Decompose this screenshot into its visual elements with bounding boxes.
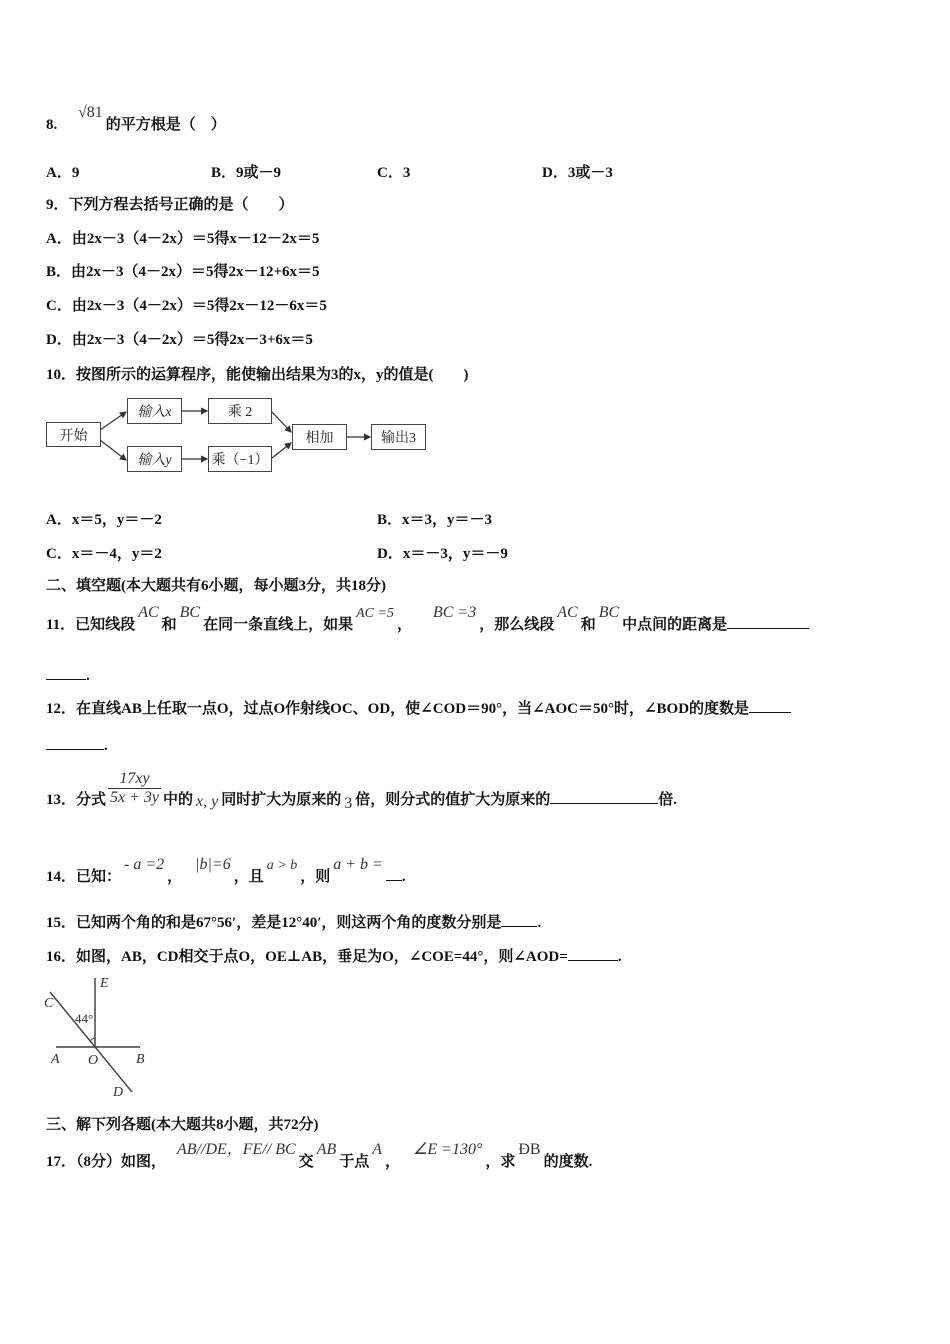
text: 17．（8分）如图，	[46, 1154, 167, 1170]
text: .	[104, 738, 108, 754]
label-b: B	[136, 1052, 145, 1067]
answer-blank[interactable]	[749, 698, 791, 713]
flow-add: 相加	[292, 424, 347, 450]
math-bc: BC	[179, 604, 201, 621]
math: A	[372, 1141, 383, 1158]
q10-option-c: C．x＝－4，y＝2	[46, 546, 162, 562]
text: ，	[385, 1154, 401, 1170]
flow-multiply-neg1: 乘（−1）	[208, 446, 272, 472]
flow-output: 输出3	[371, 424, 426, 450]
text: 交	[298, 1154, 314, 1170]
label-a: A	[51, 1052, 60, 1067]
text: 中的	[163, 791, 194, 808]
label-o: O	[88, 1053, 99, 1068]
text: 16．如图，AB，CD相交于点O，OE⊥AB，垂足为O，∠COE=44°，则∠AOD=	[46, 949, 568, 965]
q9-option-d: D．由2x－3（4－2x）＝5得2x－3+6x＝5	[46, 332, 313, 348]
text: 倍.	[658, 791, 678, 808]
text: ，求	[485, 1154, 516, 1170]
text: ，且	[233, 869, 264, 885]
text: 的度数.	[543, 1154, 593, 1170]
q9-option-a: A．由2x－3（4－2x）＝5得x－12－2x＝5	[46, 231, 320, 247]
q10-option-a: A．x＝5，y＝－2	[46, 512, 162, 528]
math-ac: AC	[557, 604, 578, 621]
sqrt-81: √81	[78, 104, 103, 121]
text: .	[617, 949, 622, 965]
math-ac-eq: AC =5	[356, 606, 394, 621]
text: 于点	[339, 1154, 370, 1170]
denominator: 5x + 3y	[110, 789, 160, 806]
label-c: C	[44, 996, 54, 1011]
question-17	[46, 1141, 593, 1172]
section-3-heading: 三、解下列各题(本大题共8小题，共72分)	[46, 1117, 319, 1133]
q10-option-d: D．x＝－3，y＝－9	[377, 546, 508, 562]
angle-label: 44°	[75, 1011, 94, 1026]
text: 和	[161, 617, 177, 633]
text: 中点间的距离是	[622, 617, 728, 633]
answer-blank[interactable]	[568, 946, 618, 961]
text: 14．已知：	[46, 869, 122, 885]
q8-option-b: B．9或－9	[211, 165, 282, 181]
label-d: D	[113, 1085, 124, 1100]
flow-multiply-2: 乘 2	[208, 398, 272, 424]
math: a > b	[266, 858, 298, 873]
numerator: 17xy	[108, 770, 161, 789]
q10-option-b: B．x＝3，y＝－3	[377, 512, 493, 528]
question-10: 10．按图所示的运算程序，能使输出结果为3的x，y的值是( )	[46, 367, 469, 383]
flow-input-y: 输入y	[127, 446, 182, 472]
text-group	[163, 791, 678, 812]
text: 倍，则分式的值扩大为原来的	[355, 791, 551, 808]
q8-option-d: D．3或－3	[542, 165, 613, 181]
math-3: 3	[344, 794, 353, 812]
math-xy: x, y	[196, 792, 219, 810]
answer-blank[interactable]	[386, 866, 402, 881]
question-text: 的平方根是（ ）	[105, 117, 226, 133]
section-2-heading: 二、填空题(本大题共有6小题，每小题3分，共18分)	[46, 578, 386, 594]
math-bc-eq: BC =3	[432, 604, 477, 621]
text: ，	[396, 617, 412, 633]
question-number: 8.	[46, 117, 58, 133]
answer-blank[interactable]	[501, 912, 537, 927]
text: 在同一条直线上，如果	[203, 617, 354, 633]
text: ，则	[300, 869, 331, 885]
flow-start: 开始	[46, 422, 101, 447]
q9-option-c: C．由2x－3（4－2x）＝5得2x－12－6x＝5	[46, 298, 327, 314]
text: .	[537, 915, 542, 931]
text: ，那么线段	[479, 617, 555, 633]
q9-option-b: B．由2x－3（4－2x）＝5得2x－12+6x＝5	[46, 264, 320, 280]
math: |b|=6	[195, 856, 231, 873]
math: AB	[316, 1141, 337, 1158]
text: ，	[167, 869, 183, 885]
text: .	[86, 668, 90, 684]
text: .	[401, 869, 406, 885]
text: 同时扩大为原来的	[221, 791, 342, 808]
q8-option-a: A．9	[46, 165, 80, 181]
math-bc: BC	[598, 604, 620, 621]
answer-blank[interactable]	[727, 614, 809, 629]
math: - a =2	[124, 856, 165, 873]
q8-option-c: C．3	[377, 165, 411, 181]
math-ac: AC	[138, 604, 159, 621]
intersecting-lines-diagram	[0, 0, 200, 1110]
answer-blank[interactable]	[550, 789, 658, 804]
text: 11．已知线段	[46, 617, 136, 633]
text: 和	[580, 617, 596, 633]
math: AB//DE，FE// BC	[177, 1141, 296, 1158]
flow-input-x: 输入x	[127, 398, 182, 424]
math: ∠E =130°	[413, 1141, 483, 1158]
math: ÐB	[518, 1141, 541, 1158]
question-9: 9．下列方程去括号正确的是（ ）	[46, 197, 294, 213]
text: 12．在直线AB上任取一点O，过点O作射线OC、OD，使∠COD＝90°，当∠AOC＝50°时，∠BOD的度数是	[46, 701, 750, 717]
label-e: E	[100, 976, 109, 991]
text: 15．已知两个角的和是67°56′，差是12°40′，则这两个角的度数分别是	[46, 915, 502, 931]
text: 13．分式	[46, 791, 107, 808]
math: a + b =	[333, 856, 383, 873]
